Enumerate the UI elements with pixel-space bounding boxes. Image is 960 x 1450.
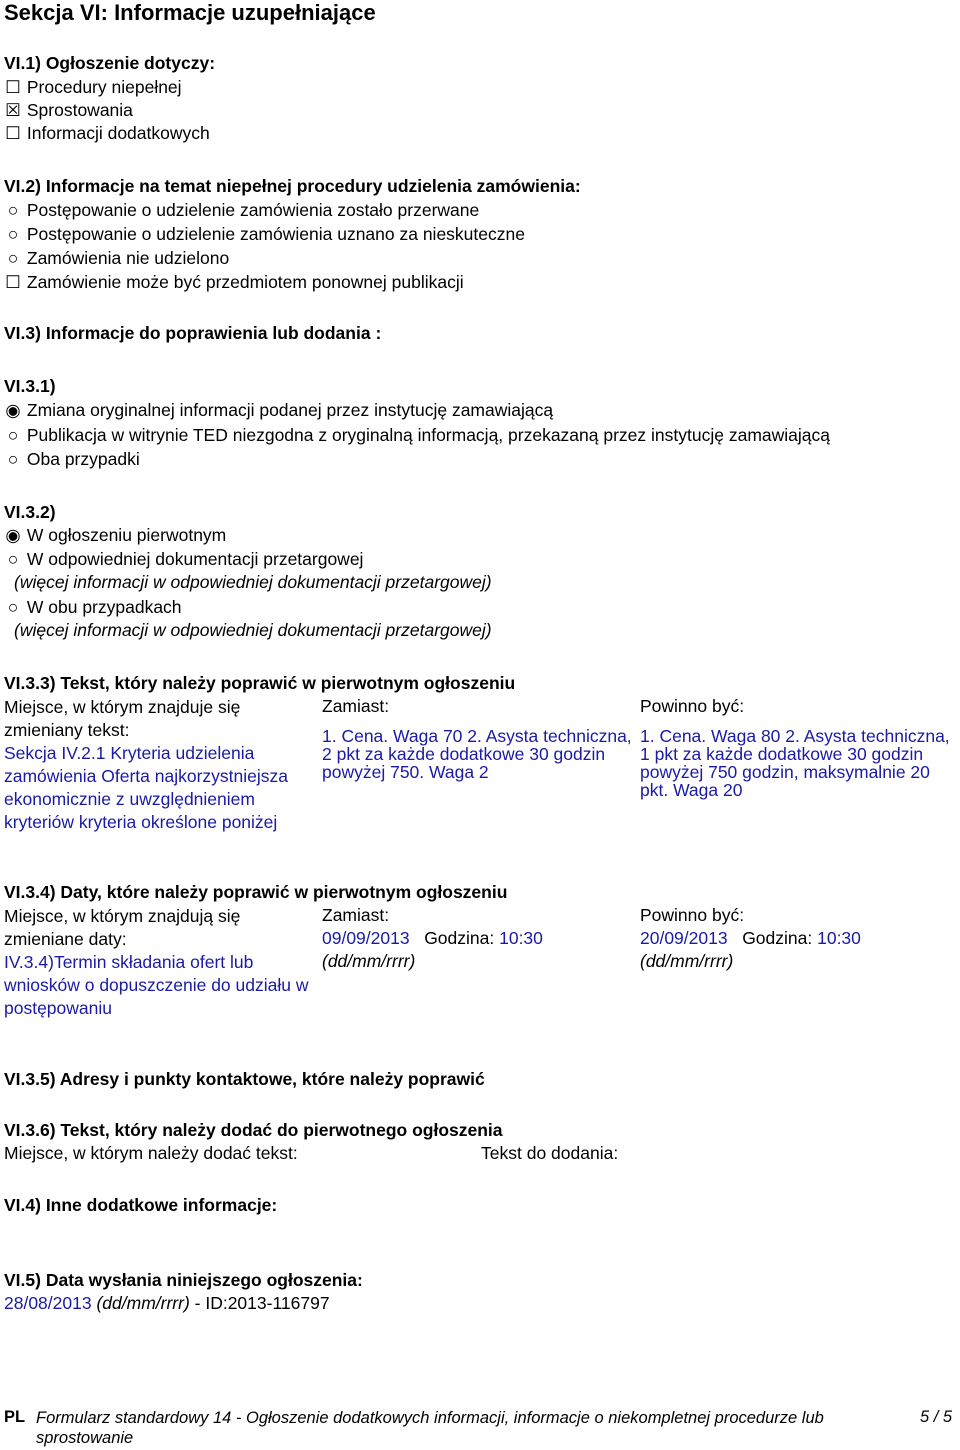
option-label: Sprostowania — [26, 100, 133, 120]
vi33-instead-value: 1. Cena. Waga 70 2. Asysta techniczna, 2 pkt za każde dodatkowe 30 godzin powyżej 750. Waga 2 — [322, 726, 632, 782]
vi2-option-2 — [4, 224, 525, 245]
vi34-place-label: Miejsce, w którym znajdują się zmieniane daty: — [4, 906, 241, 949]
vi1-option-procedury — [4, 77, 182, 98]
vi32-option-2 — [4, 549, 363, 570]
vi33-place-value: Sekcja IV.2.1 Kryteria udzielenia zamówienia Oferta najkorzystniejsza ekonomicznie z uwzględnieniem kryteriów kryteria określone poniżej — [4, 743, 289, 832]
vi2-option-4 — [4, 272, 464, 293]
vi31-heading: VI.3.1) — [4, 376, 56, 396]
vi34-instead-datetime — [322, 928, 543, 949]
vi2-option-1 — [4, 200, 479, 221]
vi36-heading: VI.3.6) Tekst, który należy dodać do pierwotnego ogłoszenia — [4, 1120, 503, 1140]
radio-selected-icon: ◉ — [5, 525, 21, 545]
option-label: W odpowiedniej dokumentacji przetargowej — [26, 549, 364, 569]
option-label: Informacji dodatkowych — [26, 123, 210, 143]
vi4-heading: VI.4) Inne dodatkowe informacje: — [4, 1195, 278, 1215]
radio-icon: ○ — [7, 597, 19, 617]
vi35-heading: VI.3.5) Adresy i punkty kontaktowe, które należy poprawić — [4, 1069, 485, 1089]
vi31-option-3 — [4, 449, 140, 470]
vi3-heading: VI.3) Informacje do poprawienia lub dodania : — [4, 323, 382, 343]
vi5-heading: VI.5) Data wysłania niniejszego ogłoszenia: — [4, 1270, 363, 1290]
radio-selected-icon: ◉ — [5, 400, 21, 420]
vi36-place-label: Miejsce, w którym należy dodać tekst: — [4, 1143, 298, 1163]
option-label: Zmiana oryginalnej informacji podanej przez instytucję zamawiającą — [26, 400, 554, 420]
vi33-should-value: 1. Cena. Waga 80 2. Asysta techniczna, 1 pkt za każde dodatkowe 30 godzin powyżej 750 godzin, maksymalnie 20 pkt. Waga 20 — [640, 726, 950, 800]
option-label: Postępowanie o udzielenie zamówienia uznano za nieskuteczne — [26, 224, 525, 244]
vi34-place-value: IV.3.4)Termin składania ofert lub wniosków o dopuszczenie do udziału w postępowaniu — [4, 952, 309, 1018]
vi34-heading: VI.3.4) Daty, które należy poprawić w pierwotnym ogłoszeniu — [4, 882, 508, 902]
checked-box-icon: ☒ — [5, 100, 21, 120]
vi32-heading: VI.3.2) — [4, 502, 56, 522]
vi32-option-1 — [4, 525, 226, 546]
option-label: Postępowanie o udzielenie zamówienia zostało przerwane — [26, 200, 480, 220]
footer-page-number: 5 / 5 — [920, 1408, 953, 1426]
option-label: Zamówienia nie udzielono — [26, 248, 230, 268]
should-time-label: Godzina: — [742, 928, 813, 948]
instead-time-label: Godzina: — [424, 928, 495, 948]
date-format: (dd/mm/rrrr) — [96, 1293, 190, 1313]
vi34-instead-format: (dd/mm/rrrr) — [322, 951, 416, 971]
vi2-heading: VI.2) Informacje na temat niepełnej procedury udzielenia zamówienia: — [4, 176, 581, 196]
vi32-note-1: (więcej informacji w odpowiedniej dokumentacji przetargowej) — [14, 572, 492, 592]
instead-date: 09/09/2013 — [322, 928, 410, 948]
vi33-should-label: Powinno być: — [640, 696, 745, 716]
option-label: Zamówienie może być przedmiotem ponownej publikacji — [26, 272, 464, 292]
should-time: 10:30 — [817, 928, 861, 948]
radio-icon: ○ — [7, 549, 19, 569]
notice-id: - ID:2013-116797 — [189, 1293, 330, 1313]
vi31-option-2 — [4, 425, 830, 446]
vi33-place-label: Miejsce, w którym znajduje się zmieniany tekst: — [4, 697, 241, 740]
vi31-option-1 — [4, 400, 553, 421]
checkbox-icon: ☐ — [5, 77, 21, 97]
vi1-option-sprostowania — [4, 100, 133, 121]
vi33-instead-label: Zamiast: — [322, 696, 390, 716]
radio-icon: ○ — [7, 200, 19, 220]
checkbox-icon: ☐ — [5, 123, 21, 143]
radio-icon: ○ — [7, 425, 19, 445]
vi1-heading: VI.1) Ogłoszenie dotyczy: — [4, 53, 216, 73]
vi34-should-datetime — [640, 928, 861, 949]
section-title: Sekcja VI: Informacje uzupełniające — [4, 0, 376, 25]
vi34-should-label: Powinno być: — [640, 905, 745, 925]
footer-form-name — [36, 1408, 876, 1448]
option-label: Oba przypadki — [26, 449, 140, 469]
radio-icon: ○ — [7, 224, 19, 244]
radio-icon: ○ — [7, 248, 19, 268]
vi2-option-3 — [4, 248, 229, 269]
should-date: 20/09/2013 — [640, 928, 728, 948]
option-label: Publikacja w witrynie TED niezgodna z oryginalną informacją, przekazaną przez instytucję zamawiającą — [26, 425, 830, 445]
vi32-option-3 — [4, 597, 182, 618]
vi36-text-label: Tekst do dodania: — [481, 1143, 619, 1163]
dispatch-date: 28/08/2013 — [4, 1293, 92, 1313]
instead-time: 10:30 — [499, 928, 543, 948]
footer-lang: PL — [4, 1408, 26, 1426]
option-label: Procedury niepełnej — [26, 77, 182, 97]
vi33-heading: VI.3.3) Tekst, który należy poprawić w pierwotnym ogłoszeniu — [4, 673, 516, 693]
vi5-date-line — [4, 1293, 330, 1314]
radio-icon: ○ — [7, 449, 19, 469]
vi32-note-2: (więcej informacji w odpowiedniej dokumentacji przetargowej) — [14, 620, 492, 640]
vi34-instead-label: Zamiast: — [322, 905, 390, 925]
option-label: W obu przypadkach — [26, 597, 182, 617]
option-label: W ogłoszeniu pierwotnym — [26, 525, 227, 545]
vi34-should-format: (dd/mm/rrrr) — [640, 951, 734, 971]
vi1-option-informacji — [4, 123, 210, 144]
form-name-text: Formularz standardowy 14 - Ogłoszenie dodatkowych informacji, informacje o niekompletnej procedurze lub sprostowanie — [36, 1409, 824, 1447]
checkbox-icon: ☐ — [5, 272, 21, 292]
